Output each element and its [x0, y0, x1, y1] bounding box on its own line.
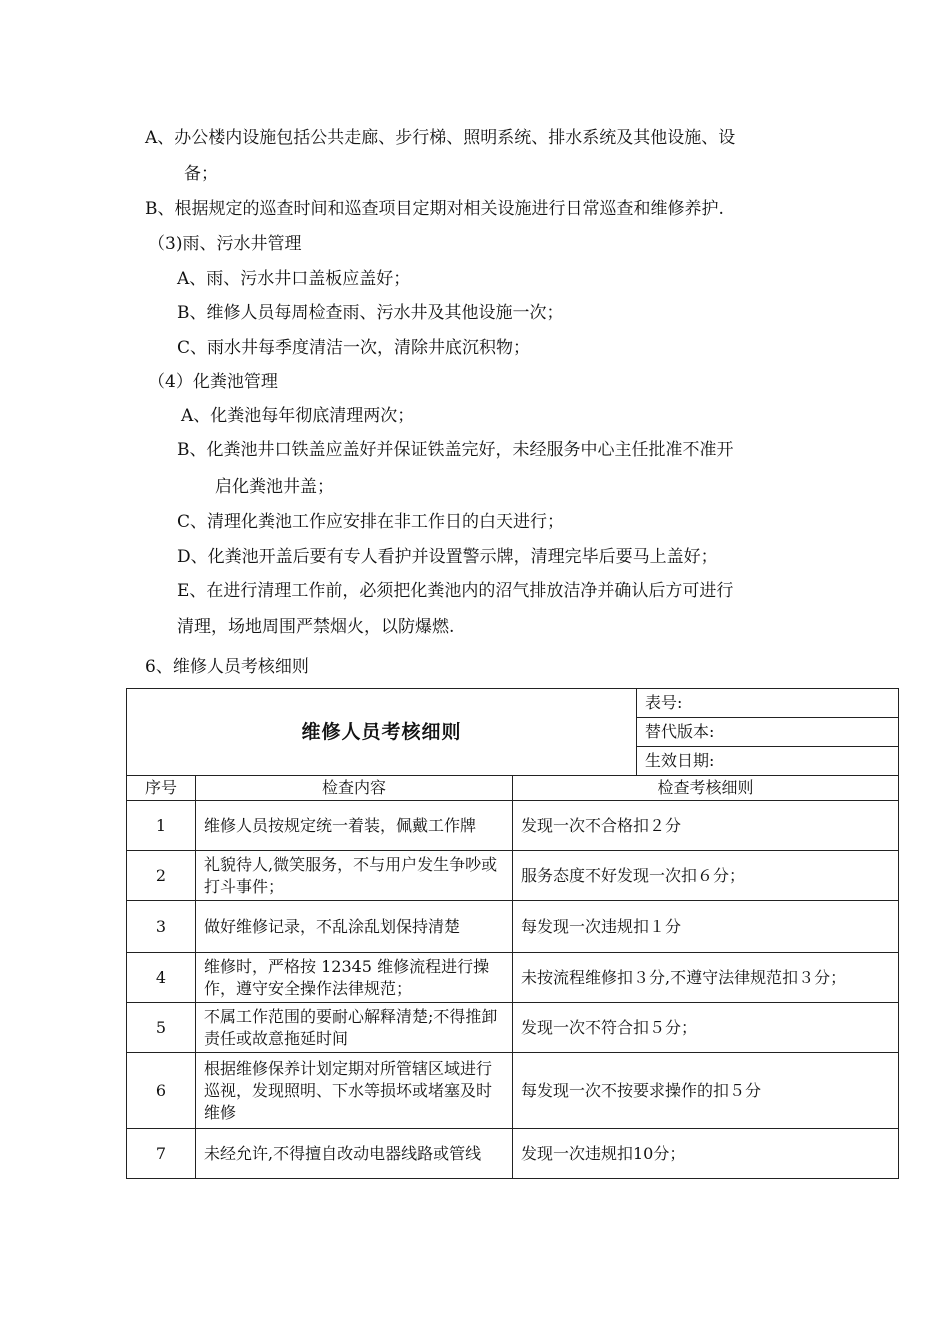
- paragraph-a-facilities: A、办公楼内设施包括公共走廊、步行梯、照明系统、排水系统及其他设施、设: [145, 128, 736, 148]
- paragraph-septic-c: C、清理化粪池工作应安排在非工作日的白天进行；: [177, 512, 565, 532]
- row-number: 5: [127, 1003, 196, 1053]
- row-number: 4: [127, 953, 196, 1003]
- paragraph-septic-a: A、化粪池每年彻底清理两次；: [181, 406, 415, 426]
- row-content: 根据维修保养计划定期对所管辖区域进行巡视，发现照明、下水等损坏或堵塞及时维修: [196, 1053, 513, 1129]
- effective-date-label: 生效日期:: [637, 747, 899, 776]
- section-heading-assessment: 6、维修人员考核细则: [145, 657, 309, 677]
- row-number: 7: [127, 1129, 196, 1179]
- header-assessment-rule: 检查考核细则: [513, 776, 899, 801]
- assessment-table: [126, 688, 899, 1179]
- paragraph-a-facilities-cont: 备；: [184, 164, 218, 184]
- paragraph-septic-e: E、在进行清理工作前，必须把化粪池内的沼气排放洁净并确认后方可进行: [177, 581, 734, 601]
- table-row: [127, 901, 899, 953]
- row-number: 3: [127, 901, 196, 953]
- row-number: 1: [127, 801, 196, 851]
- header-check-content: 检查内容: [196, 776, 513, 801]
- table-row: [127, 851, 899, 901]
- row-rule: 发现一次不符合扣５分；: [513, 1003, 899, 1053]
- row-rule: 发现一次违规扣10分；: [513, 1129, 899, 1179]
- row-rule: 发现一次不合格扣２分: [513, 801, 899, 851]
- table-row: [127, 801, 899, 851]
- paragraph-septic-b: B、化粪池井口铁盖应盖好并保证铁盖完好，未经服务中心主任批准不准开: [177, 440, 734, 460]
- row-content: 未经允许,不得擅自改动电器线路或管线: [196, 1129, 513, 1179]
- row-content: 做好维修记录，不乱涂乱划保持清楚: [196, 901, 513, 953]
- row-content: 不属工作范围的要耐心解释清楚;不得推卸责任或故意拖延时间: [196, 1003, 513, 1053]
- row-rule: 未按流程维修扣３分,不遵守法律规范扣３分；: [513, 953, 899, 1003]
- row-content: 礼貌待人,微笑服务，不与用户发生争吵或打斗事件；: [196, 851, 513, 901]
- paragraph-septic-d: D、化粪池开盖后要有专人看护并设置警示牌，清理完毕后要马上盖好；: [177, 547, 718, 567]
- paragraph-wells-b: B、维修人员每周检查雨、污水井及其他设施一次；: [177, 303, 564, 323]
- paragraph-b-inspection: B、根据规定的巡查时间和巡查项目定期对相关设施进行日常巡查和维修养护.: [145, 199, 724, 219]
- section-heading-wells: （3)雨、污水井管理: [148, 234, 302, 254]
- table-row: [127, 953, 899, 1003]
- row-rule: 每发现一次不按要求操作的扣５分: [513, 1053, 899, 1129]
- row-content: 维修时，严格按 12345 维修流程进行操作，遵守安全操作法律规范；: [196, 953, 513, 1003]
- header-number: 序号: [127, 776, 196, 801]
- table-row: [127, 1003, 899, 1053]
- paragraph-septic-e-cont: 清理，场地周围严禁烟火，以防爆燃.: [177, 617, 455, 637]
- form-number-label: 表号:: [637, 689, 899, 718]
- row-number: 2: [127, 851, 196, 901]
- paragraph-septic-b-cont: 启化粪池井盖；: [215, 477, 334, 497]
- section-heading-septic: （4）化粪池管理: [148, 372, 278, 392]
- row-rule: 每发现一次违规扣１分: [513, 901, 899, 953]
- row-content: 维修人员按规定统一着装，佩戴工作牌: [196, 801, 513, 851]
- row-rule: 服务态度不好发现一次扣６分；: [513, 851, 899, 901]
- table-row: [127, 1053, 899, 1129]
- row-number: 6: [127, 1053, 196, 1129]
- table-row: [127, 1129, 899, 1179]
- replaced-version-label: 替代版本:: [637, 718, 899, 747]
- table-title: 维修人员考核细则: [127, 689, 637, 776]
- paragraph-wells-a: A、雨、污水井口盖板应盖好；: [177, 269, 411, 289]
- paragraph-wells-c: C、雨水井每季度清洁一次，清除井底沉积物；: [177, 338, 531, 358]
